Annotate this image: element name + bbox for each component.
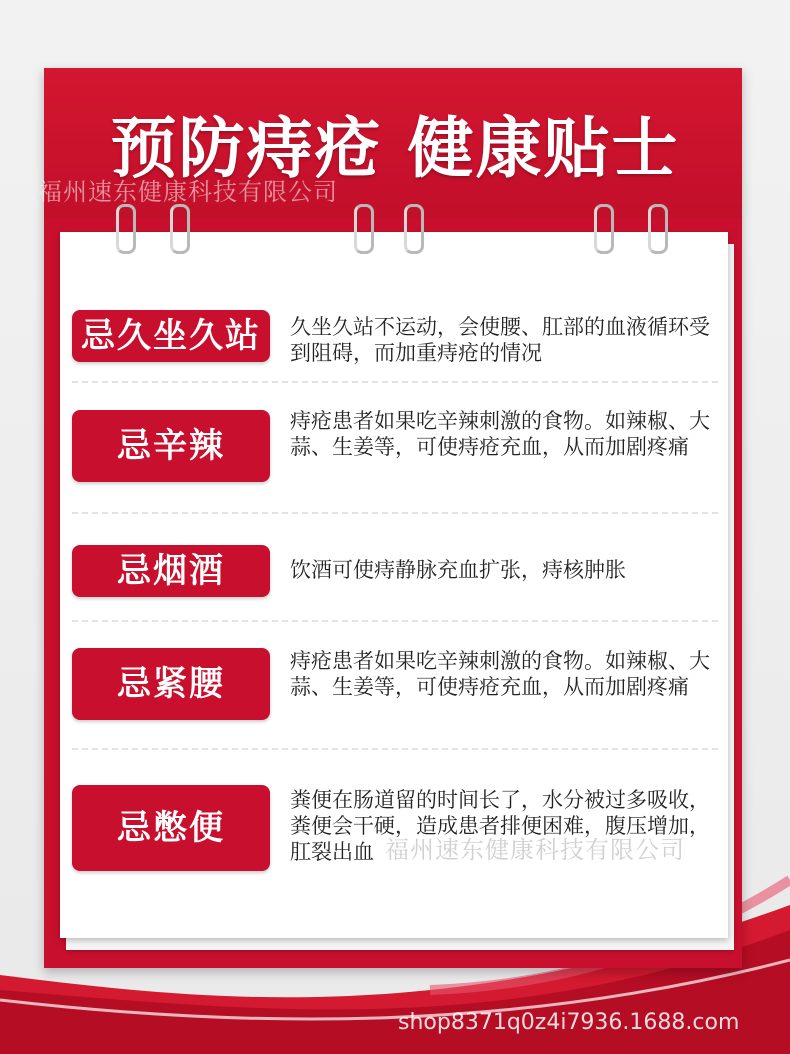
binder-ring-icon [170,204,190,254]
tip-description: 饮酒可使痔静脉充血扩张，痔核肿胀 [290,558,626,582]
tip-description: 久坐久站不运动，会使腰、肛部的血液循环受到阻碍，而加重痔疮的情况 [290,315,710,365]
tip-description: 粪便在肠道留的时间长了，水分被过多吸收，粪便会干硬，造成患者排便困难，腹压增加，肛裂出血 [290,788,710,864]
divider [72,748,718,750]
binder-ring-icon [354,204,374,254]
tip-tag: 忌烟酒 [72,545,270,597]
divider [72,512,718,514]
tip-description: 痔疮患者如果吃辛辣刺激的食物。如辣椒、大蒜、生姜等，可使痔疮充血，从而加剧疼痛 [290,409,710,459]
tip-description: 痔疮患者如果吃辛辣刺激的食物。如辣椒、大蒜、生姜等，可使痔疮充血，从而加剧疼痛 [290,649,710,699]
page-title: 预防痔疮 健康贴士 [110,110,680,187]
tip-tag: 忌久坐久站 [72,310,270,362]
tip-tag: 忌紧腰 [72,648,270,720]
watermark-bottom: shop8371q0z4i7936.1688.com [398,1010,740,1035]
tip-tag: 忌辛辣 [72,410,270,482]
binder-ring-icon [594,204,614,254]
watermark-mid: 福州速东健康科技有限公司 [385,836,685,864]
divider [72,381,718,383]
binder-ring-icon [116,204,136,254]
divider [72,620,718,622]
watermark-top: 福州速东健康科技有限公司 [38,178,338,206]
binder-ring-icon [648,204,668,254]
binder-ring-icon [404,204,424,254]
tip-tag: 忌憋便 [72,785,270,871]
